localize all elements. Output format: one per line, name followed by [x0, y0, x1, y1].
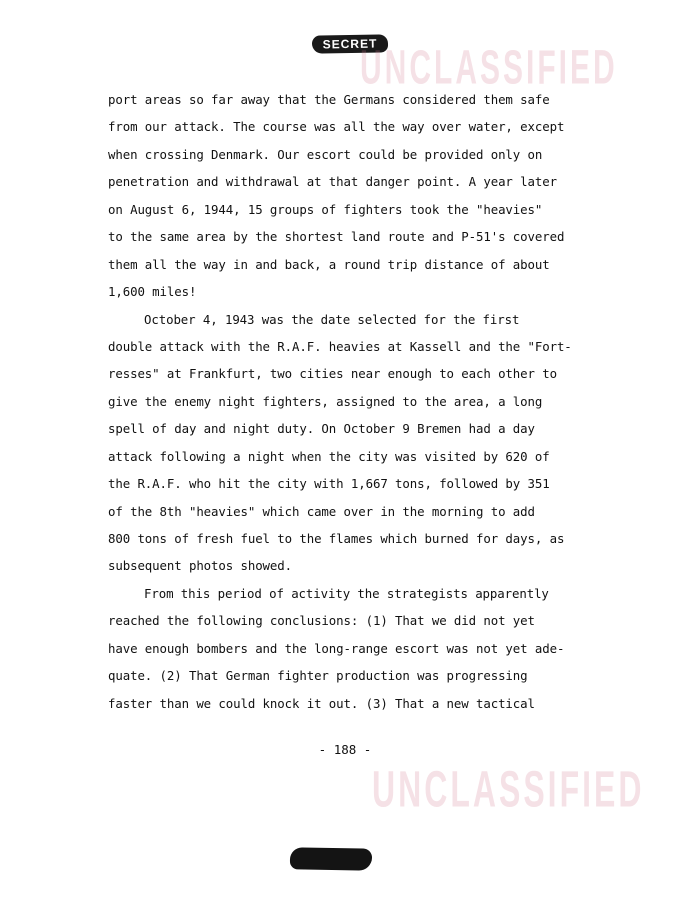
text-line: on August 6, 1944, 15 groups of fighters took the "heavies" — [108, 201, 543, 217]
text-line: them all the way in and back, a round trip distance of about — [108, 256, 550, 272]
declassification-stamp-bottom: UNCLASSIFIED — [372, 760, 645, 818]
paragraph-start-line: From this period of activity the strategists apparently — [144, 585, 549, 601]
page-number: - 188 - — [318, 742, 372, 757]
text-line: faster than we could knock it out. (3) That a new tactical — [108, 695, 535, 711]
text-line: when crossing Denmark. Our escort could be provided only on — [108, 146, 543, 162]
text-line: to the same area by the shortest land route and P-51's covered — [108, 229, 565, 245]
text-line: subsequent photos showed. — [108, 558, 292, 574]
text-line: from our attack. The course was all the way over water, except — [108, 119, 565, 135]
declassification-stamp-top: UNCLASSIFIED — [360, 42, 618, 95]
paragraph-start-line: October 4, 1943 was the date selected for the first — [144, 311, 520, 327]
text-line: give the enemy night fighters, assigned to the area, a long — [108, 393, 543, 409]
text-line: 1,600 miles! — [108, 284, 197, 300]
text-line: penetration and withdrawal at that danger point. A year later — [108, 174, 557, 190]
text-line: attack following a night when the city was visited by 620 of — [108, 448, 550, 464]
text-line: of the 8th "heavies" which came over in the morning to add — [108, 503, 535, 519]
body-text — [108, 86, 578, 717]
text-line: port areas so far away that the Germans considered them safe — [108, 92, 550, 107]
text-line: double attack with the R.A.F. heavies at Kassell and the "Fort- — [108, 338, 572, 354]
text-line: 800 tons of fresh fuel to the flames which burned for days, as — [108, 531, 565, 546]
text-line: have enough bombers and the long-range escort was not yet ade- — [108, 640, 565, 656]
text-line: the R.A.F. who hit the city with 1,667 tons, followed by 351 — [108, 476, 550, 492]
text-line: reached the following conclusions: (1) That we did not yet — [108, 613, 535, 629]
text-line: resses" at Frankfurt, two cities near enough to each other to — [108, 366, 557, 382]
text-line: spell of day and night duty. On October 9 Bremen had a day — [108, 421, 535, 437]
classification-marking: SECRET — [312, 34, 388, 53]
text-line: quate. (2) That German fighter production was progressing — [108, 668, 528, 684]
redaction-blot — [290, 847, 372, 870]
